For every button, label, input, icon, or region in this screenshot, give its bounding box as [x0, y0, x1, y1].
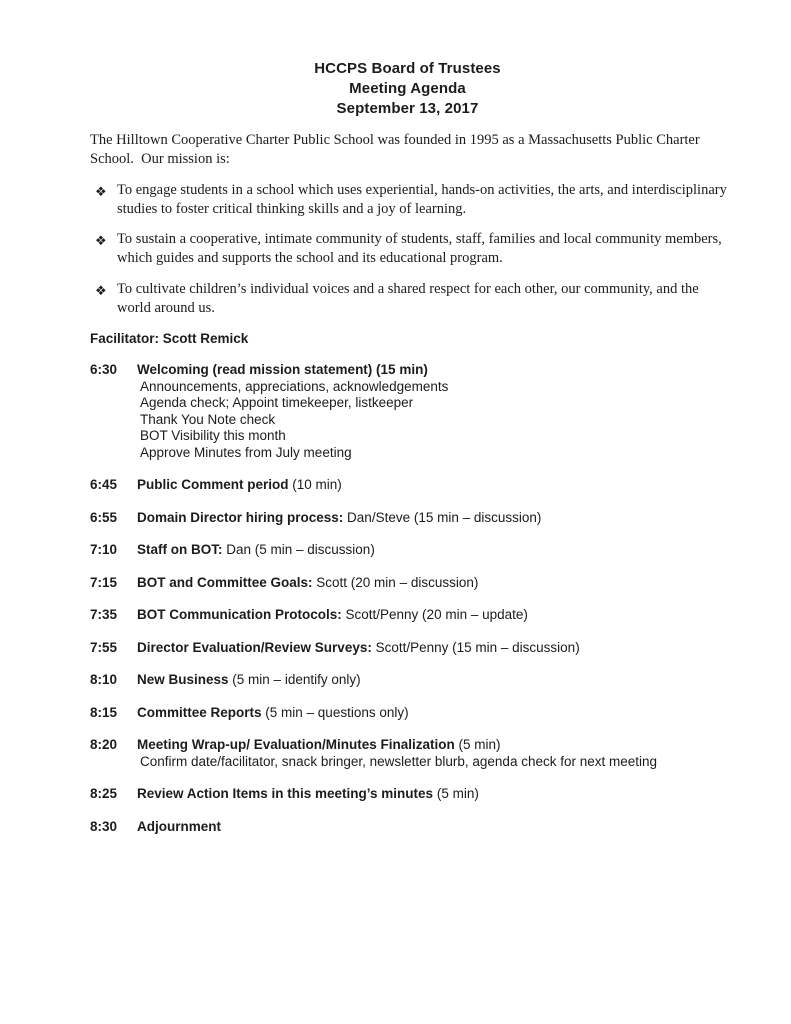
agenda-headline [137, 510, 725, 527]
agenda-list [90, 362, 725, 835]
agenda-label: Public Comment period [137, 477, 289, 493]
agenda-headline [137, 786, 725, 803]
agenda-content [137, 786, 725, 803]
agenda-suffix: Dan (5 min – discussion) [222, 542, 375, 558]
agenda-item [90, 607, 725, 624]
agenda-content [137, 640, 725, 657]
mission-item [90, 230, 732, 269]
agenda-content [137, 737, 725, 770]
agenda-content [137, 672, 725, 689]
agenda-suffix: (5 min) [454, 737, 501, 753]
agenda-item [90, 819, 725, 836]
agenda-item [90, 672, 725, 689]
agenda-content [137, 477, 725, 494]
diamond-bullet-icon: ❖ [95, 183, 107, 199]
agenda-time: 8:30 [90, 818, 118, 834]
agenda-suffix: (10 min) [288, 477, 342, 493]
agenda-headline [137, 705, 725, 722]
agenda-label: Review Action Items in this meeting’s minutes [137, 786, 434, 802]
agenda-label: Staff on BOT: [137, 542, 223, 558]
agenda-headline [137, 819, 725, 836]
agenda-suffix: (5 min) [433, 786, 479, 802]
agenda-item [90, 362, 725, 461]
agenda-time: 8:15 [90, 704, 118, 720]
agenda-time: 6:30 [90, 362, 118, 378]
agenda-suffix: Scott/Penny (20 min – update) [341, 607, 528, 623]
agenda-subitem: Agenda check; Appoint timekeeper, listkeeper [140, 395, 414, 411]
agenda-time: 7:35 [90, 607, 118, 623]
agenda-content [137, 542, 725, 559]
agenda-suffix: Dan/Steve (15 min – discussion) [343, 509, 542, 525]
mission-list [90, 181, 732, 319]
agenda-item [90, 510, 725, 527]
agenda-time: 6:45 [90, 477, 118, 493]
mission-text: To sustain a cooperative, intimate community of students, staff, families and local community members, which guides and supports the school and its educational program. [117, 231, 722, 267]
agenda-label: Adjournment [137, 818, 221, 834]
document-title-type: Meeting Agenda [349, 80, 466, 97]
agenda-suffix: (5 min – identify only) [228, 672, 361, 688]
agenda-subitem: Thank You Note check [140, 411, 276, 427]
agenda-headline [137, 477, 725, 494]
agenda-label: Welcoming (read mission statement) (15 min) [137, 362, 428, 378]
agenda-headline [137, 640, 725, 657]
agenda-subitem: BOT Visibility this month [140, 428, 286, 444]
agenda-item [90, 477, 725, 494]
agenda-headline [137, 672, 725, 689]
agenda-content [137, 510, 725, 527]
agenda-label: New Business [137, 672, 229, 688]
agenda-time: 6:55 [90, 509, 118, 525]
agenda-time: 8:25 [90, 786, 118, 802]
agenda-content [137, 705, 725, 722]
facilitator-line: Facilitator: Scott Remick [90, 331, 249, 347]
agenda-headline [137, 737, 725, 754]
agenda-time: 7:55 [90, 639, 118, 655]
agenda-label: Director Evaluation/Review Surveys: [137, 639, 372, 655]
agenda-subitem: Confirm date/facilitator, snack bringer, newsletter blurb, agenda check for next meeting [140, 753, 658, 769]
agenda-time: 8:20 [90, 737, 118, 753]
agenda-content [137, 607, 725, 624]
agenda-item [90, 705, 725, 722]
agenda-item [90, 737, 725, 770]
agenda-item [90, 786, 725, 803]
document-title-block [90, 59, 725, 119]
agenda-label: BOT Communication Protocols: [137, 607, 342, 623]
agenda-label: BOT and Committee Goals: [137, 574, 313, 590]
agenda-label: Domain Director hiring process: [137, 509, 344, 525]
mission-text: To cultivate children’s individual voices and a shared respect for each other, our community, and the world around us. [117, 280, 699, 317]
agenda-label: Meeting Wrap-up/ Evaluation/Minutes Finalization [137, 737, 455, 753]
agenda-subitem: Announcements, appreciations, acknowledgements [140, 378, 449, 394]
mission-item [90, 280, 732, 319]
document-title-date: September 13, 2017 [336, 100, 479, 117]
agenda-content [137, 362, 725, 461]
diamond-bullet-icon: ❖ [95, 282, 107, 298]
agenda-content [137, 575, 725, 592]
agenda-suffix: (5 min – questions only) [261, 704, 409, 720]
document-title-org: HCCPS Board of Trustees [314, 60, 501, 77]
agenda-time: 7:15 [90, 574, 118, 590]
intro-paragraph: The Hilltown Cooperative Charter Public School was founded in 1995 as a Massachusetts Public Charter School. Our mission is: [90, 132, 704, 168]
agenda-subitem: Approve Minutes from July meeting [140, 444, 352, 460]
agenda-label: Committee Reports [137, 704, 262, 720]
agenda-headline [137, 542, 725, 559]
agenda-content [137, 819, 725, 836]
agenda-headline [137, 362, 725, 379]
agenda-suffix: Scott/Penny (15 min – discussion) [371, 639, 580, 655]
agenda-headline [137, 607, 725, 624]
agenda-suffix: Scott (20 min – discussion) [312, 574, 479, 590]
agenda-item [90, 575, 725, 592]
agenda-headline [137, 575, 725, 592]
diamond-bullet-icon: ❖ [95, 233, 107, 249]
mission-text: To engage students in a school which uses experiential, hands-on activities, the arts, and interdisciplinary studies to foster critical thinking skills and a joy of learning. [117, 181, 727, 217]
agenda-time: 8:10 [90, 672, 118, 688]
agenda-item [90, 542, 725, 559]
agenda-item [90, 640, 725, 657]
mission-item [90, 181, 732, 220]
agenda-time: 7:10 [90, 542, 118, 558]
